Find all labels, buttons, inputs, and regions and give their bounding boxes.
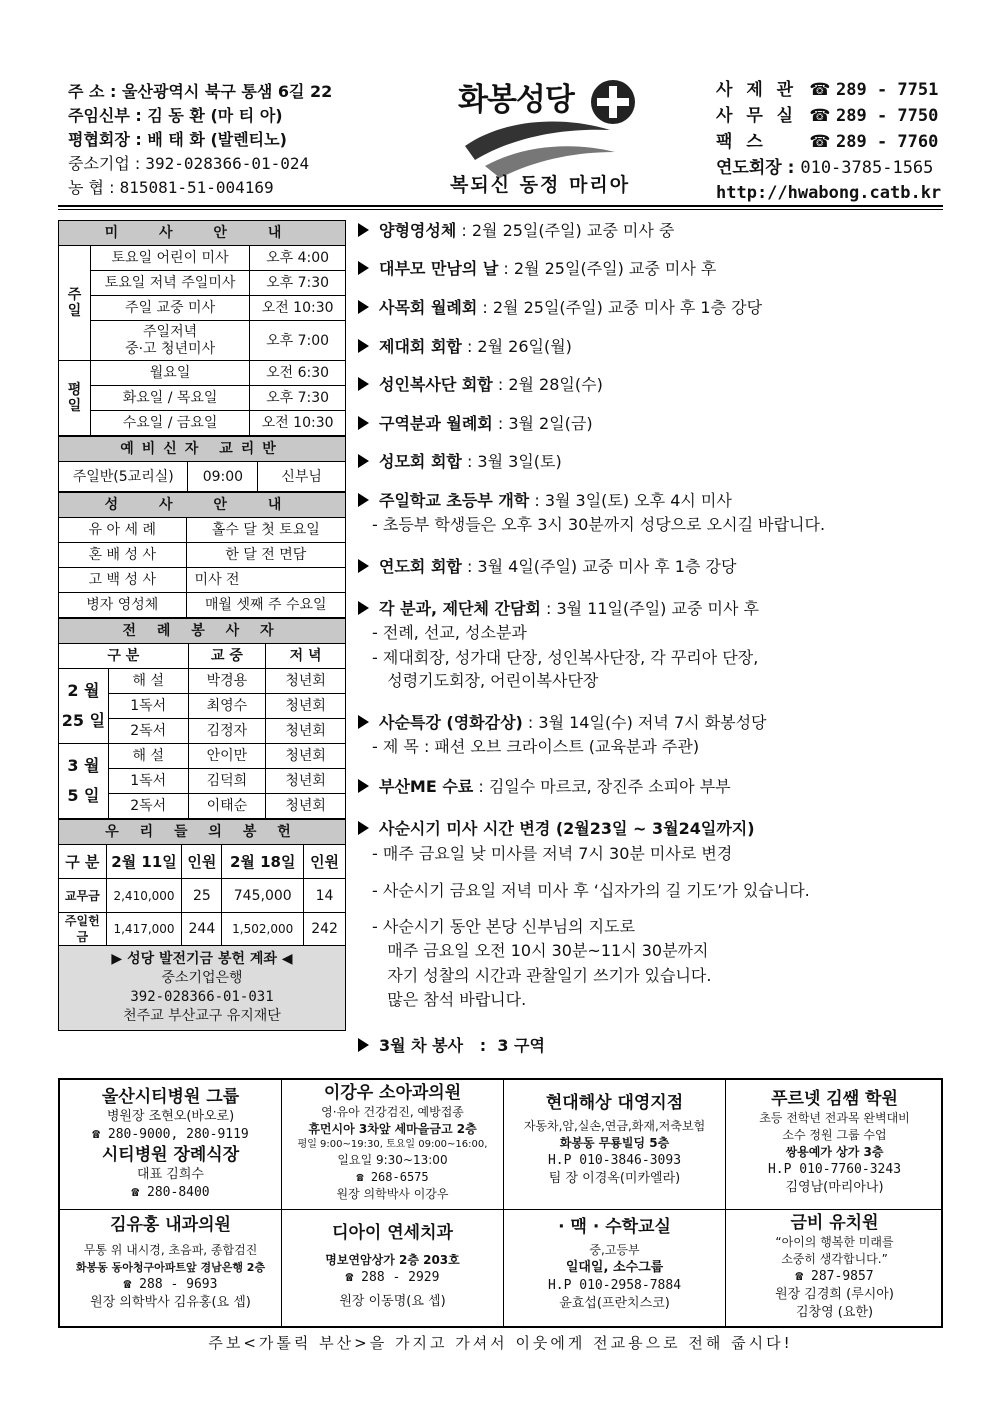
phone-icon: ☎ bbox=[809, 80, 831, 100]
bullet-triangle-icon bbox=[358, 300, 369, 314]
mass-name: 토요일 저녁 주일미사 bbox=[90, 271, 249, 296]
mass-name: 토요일 어린이 미사 bbox=[90, 246, 249, 271]
ad-kindergarten: 금비 유치원 “아이의 행복한 미래를 소중히 생각합니다.” ☎ 287-9857 원장 김경희 (루시아) 김창영 (요한) bbox=[775, 1213, 894, 1320]
minister-role: 해 설 bbox=[108, 744, 188, 769]
bullet-triangle-icon bbox=[358, 339, 369, 353]
minister-name: 청년회 bbox=[266, 744, 346, 769]
catechumen-title: 예비신자 교리반 bbox=[59, 437, 346, 462]
mass-name: 주일저녁 중·고 청년미사 bbox=[90, 321, 249, 361]
bullet-triangle-icon bbox=[358, 377, 369, 391]
offering-count: 244 bbox=[182, 913, 222, 946]
minister-role: 2독서 bbox=[108, 719, 188, 744]
announcement-item: 사순특강 (영화감상) : 3월 14일(수) 저녁 7시 화봉성당 bbox=[358, 712, 767, 734]
minister-name: 최영수 bbox=[188, 694, 266, 719]
bullet-triangle-icon bbox=[358, 601, 369, 615]
offering-amount: 1,502,000 bbox=[222, 913, 304, 946]
minister-role: 해 설 bbox=[108, 669, 188, 694]
vertical-label-char: 일 bbox=[67, 398, 82, 414]
patron-saint: 복되신 동정 마리아 bbox=[450, 174, 631, 196]
address-line: 주 소 : 울산광역시 북구 통샘 6길 22 bbox=[68, 82, 333, 101]
liturgy-ministers-table bbox=[58, 618, 346, 819]
offering-count: 14 bbox=[304, 879, 346, 913]
sacrament-title: 성 사 안 내 bbox=[59, 493, 346, 518]
ad-math-class: · 맥 · 수학교실 중,고등부 일대일, 소수그룹 H.P 010-2958-7884 윤효섭(프란치스코) bbox=[504, 1210, 726, 1326]
column-header: 저 녁 bbox=[266, 644, 346, 669]
column-header: 2월 18일 bbox=[222, 845, 304, 879]
minister-role: 1독서 bbox=[108, 769, 188, 794]
mass-time: 오전 10:30 bbox=[250, 411, 346, 436]
ad-city-hospital: 울산시티병원 그룹 병원장 조현오(바오로) ☎ 280-9000, 280-9119 시티병원 장례식장 대표 김희수 ☎ 280-8400 bbox=[60, 1080, 282, 1210]
offering-count: 25 bbox=[182, 879, 222, 913]
vertical-label-char: 평 bbox=[67, 382, 82, 398]
fund-holder: 천주교 부산교구 유지재단 bbox=[123, 1008, 281, 1024]
mass-name: 화요일 / 목요일 bbox=[90, 386, 249, 411]
announcement-detail: 자기 성찰의 시간과 관찰일기 쓰기가 있습니다. bbox=[372, 966, 712, 985]
announcement-item: 부산ME 수료 : 김일수 마르코, 장진주 소피아 부부 bbox=[358, 776, 731, 798]
minister-name: 청년회 bbox=[266, 694, 346, 719]
column-header: 구 분 bbox=[59, 845, 107, 879]
fund-account: 392-028366-01-031 bbox=[130, 989, 274, 1005]
minister-name: 박경용 bbox=[188, 669, 266, 694]
sacrament-table bbox=[58, 492, 346, 618]
bullet-triangle-icon bbox=[358, 779, 369, 793]
announcement-item: 사목회 월례회 : 2월 25일(주일) 교중 미사 후 1층 강당 bbox=[358, 297, 762, 319]
office-phone: 사 무 실 ☎ 289 - 7750 bbox=[716, 106, 939, 126]
ad-dental-clinic: 디아이 연세치과 명보연암상가 2층 203호 ☎ 288 - 2929 원장 이동명(요 셉) bbox=[282, 1210, 504, 1326]
sacrament-name: 고 백 성 사 bbox=[59, 568, 187, 593]
column-header: 교 중 bbox=[188, 644, 266, 669]
development-fund-box bbox=[58, 946, 346, 1031]
minister-name: 김정자 bbox=[188, 719, 266, 744]
offering-amount: 745,000 bbox=[222, 879, 304, 913]
sacrament-info: 미사 전 bbox=[186, 568, 345, 593]
mass-time: 오전 10:30 bbox=[250, 296, 346, 321]
minister-date: 2 월 25 일 bbox=[59, 669, 109, 744]
announcement-detail: - 매주 금요일 낮 미사를 저녁 7시 30분 미사로 변경 bbox=[372, 844, 733, 863]
pastor-line: 주임신부 : 김 동 환 (마 티 아) bbox=[68, 106, 283, 125]
mass-time: 오후 7:30 bbox=[250, 271, 346, 296]
ad-pediatric-clinic: 이강우 소아과의원 영·유아 건강검진, 예방접종 휴먼시아 3차앞 세마을금고 2층 평일 9:00~19:30, 토요일 09:00~16:00, 일요일 9:30~13:00 ☎ 268-6575 원장 의학박사 이강우 bbox=[282, 1080, 504, 1210]
mass-name: 수요일 / 금요일 bbox=[90, 411, 249, 436]
minister-name: 청년회 bbox=[266, 719, 346, 744]
bullet-triangle-icon bbox=[358, 223, 369, 237]
info-sidebar bbox=[58, 220, 346, 1031]
mass-time: 오후 7:30 bbox=[250, 386, 346, 411]
announcement-item: 성모회 회합 : 3월 3일(토) bbox=[358, 451, 562, 473]
bullet-triangle-icon bbox=[358, 261, 369, 275]
column-header: 구 분 bbox=[59, 644, 189, 669]
bank-account-2: 농 협 : 815081-51-004169 bbox=[68, 178, 274, 197]
minister-name: 청년회 bbox=[266, 769, 346, 794]
announcement-detail: - 초등부 학생들은 오후 3시 30분까지 성당으로 오시길 바랍니다. bbox=[372, 515, 826, 534]
sponsor-ads-grid bbox=[58, 1078, 943, 1328]
offering-count: 242 bbox=[304, 913, 346, 946]
minister-name: 청년회 bbox=[266, 669, 346, 694]
announcement-item: 사순시기 미사 시간 변경 (2월23일 ~ 3월24일까지) bbox=[358, 818, 755, 840]
column-header: 2월 11일 bbox=[106, 845, 182, 879]
sacrament-name: 혼 배 성 사 bbox=[59, 543, 187, 568]
sunday-label bbox=[59, 246, 91, 361]
announcement-item: 각 분과, 제단체 간담회 : 3월 11일(주일) 교중 미사 후 bbox=[358, 598, 759, 620]
offering-amount: 2,410,000 bbox=[106, 879, 182, 913]
sacrament-name: 병자 영성체 bbox=[59, 593, 187, 618]
association-phone: 연도회장 : 010-3785-1565 bbox=[716, 158, 934, 178]
column-header: 인원 bbox=[182, 845, 222, 879]
announcement-detail: - 제 목 : 패션 오브 크라이스트 (교육분과 주관) bbox=[372, 737, 700, 756]
vertical-label-char: 일 bbox=[67, 303, 82, 319]
offerings-table bbox=[58, 819, 346, 946]
ministers-title: 전 례 봉 사 자 bbox=[59, 619, 346, 644]
offerings-title: 우 리 들 의 봉 헌 bbox=[59, 820, 346, 845]
column-header: 인원 bbox=[304, 845, 346, 879]
fund-bank: 중소기업은행 bbox=[161, 970, 243, 986]
mass-time: 오전 6:30 bbox=[250, 361, 346, 386]
council-president-line: 평협회장 : 배 태 화 (발렌티노) bbox=[68, 130, 287, 149]
announcement-detail: 매주 금요일 오전 10시 30분~11시 30분까지 bbox=[372, 941, 709, 960]
minister-name: 안이만 bbox=[188, 744, 266, 769]
header-divider bbox=[58, 205, 943, 210]
bullet-triangle-icon bbox=[358, 821, 369, 835]
offering-type: 교무금 bbox=[59, 879, 107, 913]
mass-name: 주일 교중 미사 bbox=[90, 296, 249, 321]
announcement-item: 제대회 회합 : 2월 26일(월) bbox=[358, 336, 572, 358]
rectory-phone: 사 제 관 ☎ 289 - 7751 bbox=[716, 80, 939, 100]
bulletin-footer: 주보<가톨릭 부산>을 가지고 가셔서 이웃에게 전교용으로 전해 줍시다! bbox=[208, 1334, 793, 1352]
announcement-detail: 성령기도회장, 어린이복사단장 bbox=[372, 671, 599, 690]
mass-schedule-title: 미 사 안 내 bbox=[59, 221, 346, 246]
minister-role: 1독서 bbox=[108, 694, 188, 719]
ad-insurance: 현대해상 대영지점 자동차,암,실손,연금,화재,저축보험 화봉동 무룡빌딩 5층 H.P 010-3846-3093 팀 장 이경옥(미카엘라) bbox=[504, 1080, 726, 1210]
weekday-label bbox=[59, 361, 91, 436]
minister-name: 김덕희 bbox=[188, 769, 266, 794]
catechumen-class: 주일반(5교리실) bbox=[59, 462, 188, 492]
announcement-item: 양형영성체 : 2월 25일(주일) 교중 미사 중 bbox=[358, 220, 674, 242]
bullet-triangle-icon bbox=[358, 715, 369, 729]
mass-name: 월요일 bbox=[90, 361, 249, 386]
announcement-item: 3월 차 봉사 : 3 구역 bbox=[358, 1035, 545, 1057]
announcement-detail: - 전례, 선교, 성소분과 bbox=[372, 623, 527, 642]
mass-time: 오후 7:00 bbox=[250, 321, 346, 361]
bullet-triangle-icon bbox=[358, 493, 369, 507]
bullet-triangle-icon bbox=[358, 454, 369, 468]
sacrament-info: 한 달 전 면담 bbox=[186, 543, 345, 568]
phone-icon: ☎ bbox=[809, 106, 831, 126]
website-link[interactable]: http://hwabong.catb.kr bbox=[716, 183, 942, 203]
announcement-item: 연도회 회합 : 3월 4일(주일) 교중 미사 후 1층 강당 bbox=[358, 556, 736, 578]
ad-internal-medicine: 김유홍 내과의원 무통 위 내시경, 초음파, 종합검진 화봉동 동아청구아파트앞 경남은행 2층 ☎ 288 - 9693 원장 의학박사 김유홍(요 셉) bbox=[60, 1210, 282, 1326]
vertical-label-char: 주 bbox=[67, 287, 82, 303]
parish-name: 화봉성당 bbox=[458, 82, 574, 118]
announcement-detail: 많은 참석 바랍니다. bbox=[372, 990, 527, 1009]
phone-icon: ☎ bbox=[809, 132, 831, 152]
catechumen-teacher: 신부님 bbox=[258, 462, 346, 492]
announcement-detail: - 사순시기 금요일 저녁 미사 후 ‘십자가의 길 기도’가 있습니다. bbox=[372, 881, 810, 900]
announcement-item: 대부모 만남의 날 : 2월 25일(주일) 교중 미사 후 bbox=[358, 258, 716, 280]
catechumen-table bbox=[58, 436, 346, 492]
minister-name: 청년회 bbox=[266, 794, 346, 819]
sacrament-info: 매월 셋째 주 수요일 bbox=[186, 593, 345, 618]
bullet-triangle-icon bbox=[358, 416, 369, 430]
announcement-item: 성인복사단 회합 : 2월 28일(수) bbox=[358, 374, 603, 396]
announcement-item: 구역분과 월례회 : 3월 2일(금) bbox=[358, 413, 593, 435]
bullet-triangle-icon bbox=[358, 1038, 369, 1052]
minister-role: 2독서 bbox=[108, 794, 188, 819]
mass-time: 오후 4:00 bbox=[250, 246, 346, 271]
mass-schedule-table bbox=[58, 220, 346, 436]
minister-name: 이태순 bbox=[188, 794, 266, 819]
offering-amount: 1,417,000 bbox=[106, 913, 182, 946]
sacrament-info: 홀수 달 첫 토요일 bbox=[186, 518, 345, 543]
fund-title: ▶ 성당 발전기금 봉헌 계좌 ◀ bbox=[111, 951, 293, 967]
catechumen-time: 09:00 bbox=[188, 462, 258, 492]
bulletin-header bbox=[0, 0, 992, 212]
offering-type: 주일헌금 bbox=[59, 913, 107, 946]
sacrament-name: 유 아 세 례 bbox=[59, 518, 187, 543]
announcement-detail: - 사순시기 동안 본당 신부님의 지도로 bbox=[372, 917, 636, 936]
minister-date: 3 월 5 일 bbox=[59, 744, 109, 819]
ad-academy: 푸르넷 김쌤 학원 초등 전학년 전과목 완벽대비 소수 정원 그룹 수업 쌍용예가 상가 3층 H.P 010-7760-3243 김영남(마리아나) bbox=[726, 1080, 943, 1210]
announcement-item: 주일학교 초등부 개학 : 3월 3일(토) 오후 4시 미사 bbox=[358, 490, 732, 512]
bullet-triangle-icon bbox=[358, 559, 369, 573]
bank-account-1: 중소기업 : 392-028366-01-024 bbox=[68, 154, 310, 173]
fax-number: 팩 스 ☎ 289 - 7760 bbox=[716, 132, 939, 152]
announcement-detail: - 제대회장, 성가대 단장, 성인복사단장, 각 꾸리아 단장, bbox=[372, 648, 759, 667]
